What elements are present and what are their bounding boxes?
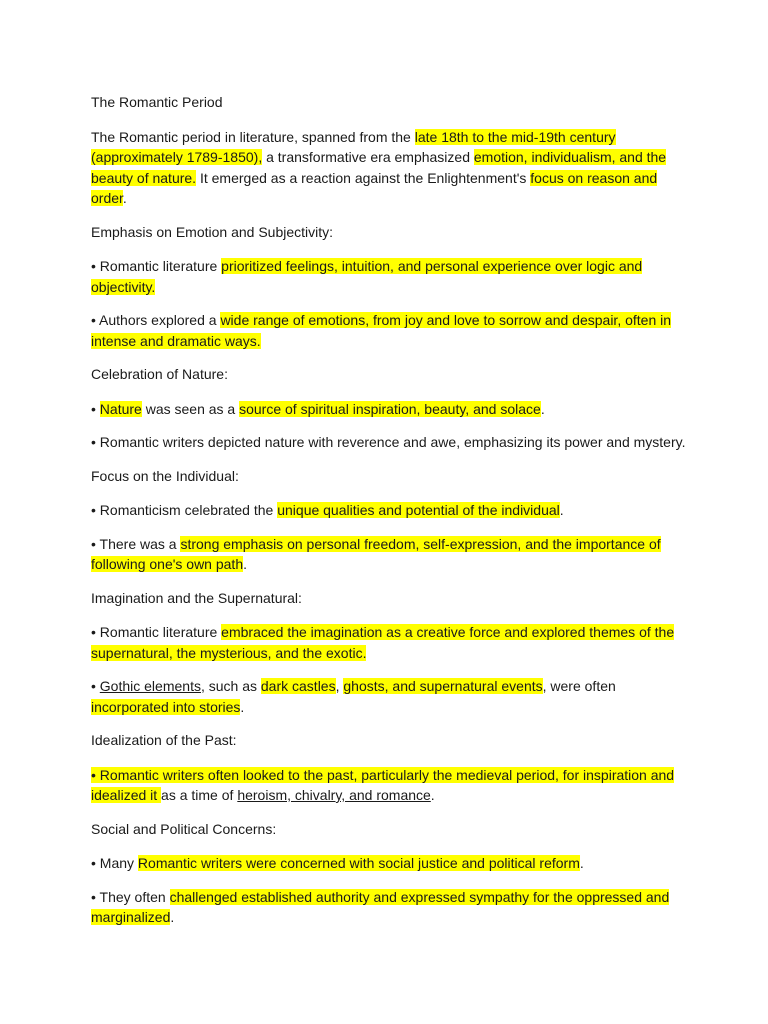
text-run: • — [91, 400, 100, 417]
highlighted-text: late 18th to the mid-19th century (approximately 1789-1850), — [91, 128, 616, 165]
text-run: . — [430, 787, 435, 803]
bullet-paragraph — [91, 432, 691, 453]
bullet-paragraph — [91, 887, 691, 928]
section-heading — [91, 819, 691, 840]
text-run: The Romantic period in literature, spanned from the — [91, 128, 415, 145]
text-run: • Many — [91, 855, 138, 871]
text-run: • Romantic literature — [91, 258, 222, 274]
text-run: . — [243, 556, 247, 572]
text-run: . — [240, 698, 245, 715]
text-run: Celebration of Nature: — [91, 366, 228, 382]
underlined-text: heroism, chivalry, and romance — [237, 787, 431, 803]
section-heading — [91, 730, 691, 751]
text-run: . — [540, 400, 545, 417]
text-run: • Authors explored a — [91, 312, 221, 328]
section-heading — [91, 222, 691, 243]
highlighted-text: focus on reason and order — [91, 169, 658, 206]
highlighted-text: wide range of emotions, from joy and love to sorrow and despair, often in intense and dramatic ways. — [91, 312, 672, 349]
highlighted-text: prioritized feelings, intuition, and personal experience over logic and objectivity. — [91, 258, 643, 295]
highlighted-text: Romantic writers were concerned with social justice and political reform — [137, 855, 580, 871]
bullet-paragraph — [91, 256, 691, 297]
text-run: a transformative era emphasized — [262, 149, 474, 165]
text-run: . — [559, 502, 564, 518]
text-run: , — [335, 678, 344, 694]
text-run: It emerged as a reaction against the Enlightenment's — [196, 169, 531, 186]
highlighted-text: Nature — [99, 400, 142, 417]
bullet-paragraph — [91, 399, 691, 420]
highlighted-text: challenged established authority and expressed sympathy for the oppressed and marginalized — [91, 888, 670, 925]
text-run: • Romantic literature — [91, 624, 222, 640]
text-run: was seen as a — [141, 400, 240, 417]
highlighted-text: strong emphasis on personal freedom, self-expression, and the importance of following one's own path — [91, 535, 661, 572]
text-run: Idealization of the Past: — [91, 732, 237, 748]
highlighted-text: • Romantic writers often looked to the past, particularly the medieval period, for inspiration and idealized it — [91, 766, 675, 803]
text-run: Imagination and the Supernatural: — [91, 589, 302, 606]
highlighted-text: source of spiritual inspiration, beauty, and solace — [239, 400, 541, 417]
text-run: • — [91, 678, 100, 694]
bullet-paragraph — [91, 127, 691, 209]
text-run: Focus on the Individual: — [91, 467, 239, 484]
bullet-paragraph — [91, 853, 691, 874]
text-run: . — [170, 909, 175, 925]
highlighted-text: unique qualities and potential of the individual — [277, 502, 560, 518]
bullet-paragraph — [91, 676, 691, 717]
document-title: The Romantic Period — [91, 94, 223, 110]
document-body — [91, 92, 691, 941]
section-heading — [91, 364, 691, 385]
highlighted-text: ghosts, and supernatural events — [343, 678, 543, 694]
text-run: • Romantic writers depicted nature with reverence and awe, emphasizing its power and mystery. — [91, 434, 686, 450]
bullet-paragraph — [91, 765, 691, 806]
bullet-paragraph — [91, 622, 691, 663]
text-run: as a time of — [161, 787, 238, 803]
highlighted-text: dark castles — [260, 678, 336, 694]
text-run: • There was a — [91, 535, 181, 552]
text-run: , were often — [542, 678, 616, 694]
text-run: • They often — [91, 888, 170, 905]
bullet-paragraph — [91, 500, 691, 521]
highlighted-text: embraced the imagination as a creative force and explored themes of the supernatural, the mysterious, and the exotic. — [91, 624, 675, 661]
highlighted-text: incorporated into stories — [91, 698, 241, 715]
bullet-paragraph — [91, 534, 691, 575]
text-run: Emphasis on Emotion and Subjectivity: — [91, 223, 334, 240]
highlighted-text: emotion, individualism, and the beauty of nature. — [91, 149, 667, 186]
section-heading — [91, 466, 691, 487]
bullet-paragraph — [91, 310, 691, 351]
text-run: Social and Political Concerns: — [91, 820, 277, 837]
underlined-text: Gothic elements — [99, 678, 201, 694]
text-run: . — [579, 855, 584, 871]
section-heading — [91, 588, 691, 609]
text-run: . — [122, 190, 127, 206]
text-run: , such as — [200, 678, 261, 694]
text-run: • Romanticism celebrated the — [91, 502, 278, 518]
